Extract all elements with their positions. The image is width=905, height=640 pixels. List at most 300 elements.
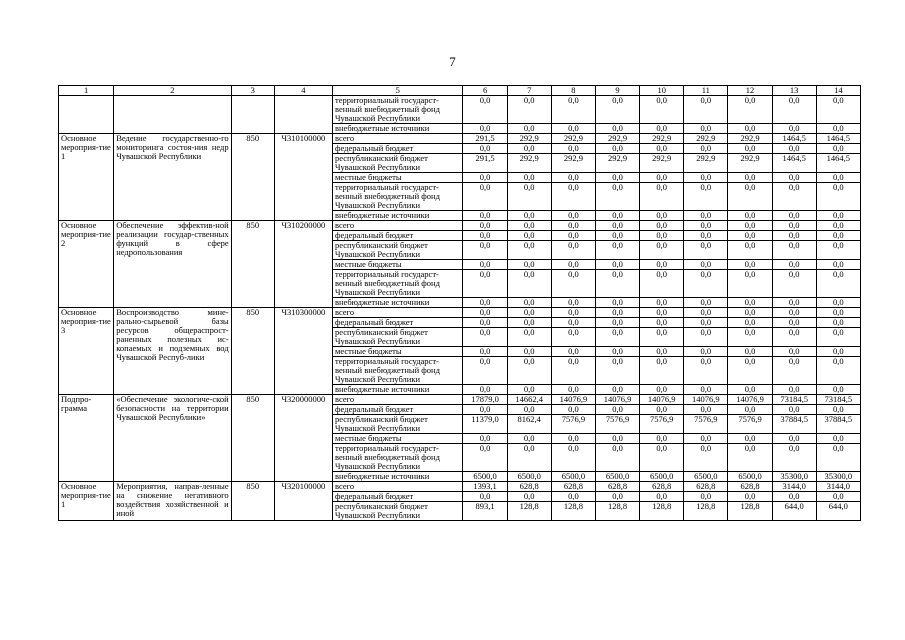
amount-cell: 644,0: [772, 502, 816, 521]
column-number-cell: 10: [640, 86, 684, 96]
amount-cell: 0,0: [507, 221, 551, 231]
amount-cell: 0,0: [772, 405, 816, 415]
funding-source-cell: внебюджетные источники: [333, 211, 463, 221]
amount-cell: 0,0: [816, 221, 860, 231]
column-number-cell: 6: [463, 86, 507, 96]
amount-cell: 0,0: [507, 270, 551, 298]
amount-cell: 0,0: [595, 492, 639, 502]
amount-cell: 73184,5: [772, 395, 816, 405]
amount-cell: 0,0: [728, 434, 772, 444]
amount-cell: 0,0: [728, 347, 772, 357]
amount-cell: 0,0: [507, 434, 551, 444]
amount-cell: 0,0: [816, 124, 860, 134]
classification-code-cell: [274, 96, 332, 134]
amount-cell: 6500,0: [684, 472, 728, 482]
amount-cell: 14076,9: [684, 395, 728, 405]
amount-cell: 0,0: [507, 124, 551, 134]
amount-cell: 0,0: [816, 385, 860, 395]
amount-cell: 0,0: [507, 444, 551, 472]
funding-source-cell: территориальный государст-венный внебюджетный фонд Чувашской Республики: [333, 444, 463, 472]
item-name-cell: Мероприятия, направ-ленные на снижение негативного воздействия хозяйственной и иной: [114, 482, 231, 521]
page-number: 7: [449, 54, 456, 69]
amount-cell: 6500,0: [728, 472, 772, 482]
amount-cell: 0,0: [507, 241, 551, 260]
amount-cell: 0,0: [640, 385, 684, 395]
amount-cell: 0,0: [772, 444, 816, 472]
amount-cell: 7576,9: [640, 415, 684, 434]
amount-cell: 128,8: [507, 502, 551, 521]
amount-cell: 0,0: [728, 144, 772, 154]
amount-cell: 0,0: [772, 260, 816, 270]
funding-source-cell: внебюджетные источники: [333, 472, 463, 482]
amount-cell: 0,0: [463, 144, 507, 154]
item-name-cell: Ведение государственно-го мониторинга состоя-ния недр Чувашской Республики: [114, 134, 231, 221]
funding-source-cell: всего: [333, 308, 463, 318]
amount-cell: 128,8: [684, 502, 728, 521]
amount-cell: 291,5: [463, 154, 507, 173]
amount-cell: 0,0: [640, 260, 684, 270]
amount-cell: 0,0: [551, 357, 595, 385]
amount-cell: 0,0: [684, 347, 728, 357]
amount-cell: 0,0: [772, 434, 816, 444]
column-number-row: [59, 86, 861, 96]
amount-cell: 0,0: [640, 347, 684, 357]
amount-cell: 11379,0: [463, 415, 507, 434]
amount-cell: 0,0: [640, 96, 684, 124]
amount-cell: 0,0: [463, 357, 507, 385]
amount-cell: 7576,9: [595, 415, 639, 434]
item-type-cell: Основное мероприя-тие 3: [59, 308, 114, 395]
item-name-cell: [114, 96, 231, 134]
amount-cell: 292,9: [684, 154, 728, 173]
amount-cell: 3144,0: [816, 482, 860, 492]
amount-cell: 644,0: [816, 502, 860, 521]
amount-cell: 0,0: [772, 328, 816, 347]
amount-cell: 128,8: [728, 502, 772, 521]
amount-cell: 14076,9: [728, 395, 772, 405]
column-number-cell: 14: [816, 86, 860, 96]
amount-cell: 0,0: [684, 492, 728, 502]
amount-cell: 0,0: [684, 221, 728, 231]
amount-cell: 35300,0: [772, 472, 816, 482]
amount-cell: 0,0: [816, 260, 860, 270]
amount-cell: 0,0: [640, 298, 684, 308]
amount-cell: 292,9: [507, 134, 551, 144]
amount-cell: 0,0: [595, 221, 639, 231]
amount-cell: 292,9: [728, 154, 772, 173]
amount-cell: 0,0: [728, 96, 772, 124]
amount-cell: 0,0: [816, 328, 860, 347]
amount-cell: 14076,9: [640, 395, 684, 405]
amount-cell: 0,0: [772, 357, 816, 385]
item-name-cell: «Обеспечение экологиче-ской безопасности на территории Чувашской Республики»: [114, 395, 231, 482]
amount-cell: 628,8: [551, 482, 595, 492]
amount-cell: 0,0: [772, 221, 816, 231]
amount-cell: 0,0: [684, 183, 728, 211]
amount-cell: 0,0: [728, 318, 772, 328]
code-cell: 850: [231, 395, 274, 482]
amount-cell: 0,0: [551, 492, 595, 502]
amount-cell: 0,0: [640, 144, 684, 154]
amount-cell: 0,0: [507, 308, 551, 318]
amount-cell: 0,0: [551, 96, 595, 124]
funding-source-cell: федеральный бюджет: [333, 318, 463, 328]
item-type-cell: Основное мероприя-тие 1: [59, 134, 114, 221]
amount-cell: 6500,0: [463, 472, 507, 482]
funding-source-cell: республиканский бюджет Чувашской Республики: [333, 328, 463, 347]
amount-cell: 0,0: [507, 211, 551, 221]
amount-cell: 0,0: [684, 357, 728, 385]
amount-cell: 0,0: [595, 444, 639, 472]
funding-source-cell: республиканский бюджет Чувашской Республики: [333, 241, 463, 260]
classification-code-cell: Ч310100000: [274, 134, 332, 221]
amount-cell: 0,0: [463, 347, 507, 357]
amount-cell: 0,0: [507, 173, 551, 183]
amount-cell: 0,0: [728, 231, 772, 241]
table-row: [59, 96, 861, 124]
amount-cell: 0,0: [684, 241, 728, 260]
amount-cell: 0,0: [595, 308, 639, 318]
funding-source-cell: всего: [333, 395, 463, 405]
amount-cell: 1464,5: [816, 154, 860, 173]
amount-cell: 0,0: [728, 405, 772, 415]
amount-cell: 0,0: [463, 385, 507, 395]
amount-cell: 292,9: [595, 134, 639, 144]
amount-cell: 0,0: [595, 260, 639, 270]
amount-cell: 0,0: [728, 241, 772, 260]
amount-cell: 0,0: [507, 96, 551, 124]
funding-source-cell: всего: [333, 482, 463, 492]
amount-cell: 0,0: [551, 231, 595, 241]
amount-cell: 0,0: [507, 260, 551, 270]
amount-cell: 292,9: [640, 154, 684, 173]
amount-cell: 0,0: [640, 173, 684, 183]
amount-cell: 0,0: [772, 124, 816, 134]
amount-cell: 0,0: [728, 221, 772, 231]
amount-cell: 0,0: [507, 492, 551, 502]
amount-cell: 0,0: [507, 385, 551, 395]
amount-cell: 0,0: [816, 492, 860, 502]
amount-cell: 0,0: [463, 183, 507, 211]
amount-cell: 0,0: [816, 96, 860, 124]
funding-source-cell: республиканский бюджет Чувашской Республики: [333, 154, 463, 173]
column-number-cell: 1: [59, 86, 114, 96]
amount-cell: 0,0: [507, 328, 551, 347]
table-body: [59, 86, 861, 521]
amount-cell: 1464,5: [816, 134, 860, 144]
amount-cell: 0,0: [772, 144, 816, 154]
amount-cell: 0,0: [507, 405, 551, 415]
amount-cell: 0,0: [595, 298, 639, 308]
amount-cell: 0,0: [772, 173, 816, 183]
item-name-cell: Воспроизводство мине-рально-сырьевой базы ресурсов общераспрост-раненных полезных ис-копаемых и подземных вод Чувашской Респуб-лики: [114, 308, 231, 395]
amount-cell: 0,0: [728, 357, 772, 385]
item-type-cell: [59, 96, 114, 134]
amount-cell: 0,0: [640, 270, 684, 298]
amount-cell: 0,0: [463, 405, 507, 415]
amount-cell: 0,0: [816, 144, 860, 154]
amount-cell: 128,8: [640, 502, 684, 521]
amount-cell: 0,0: [595, 347, 639, 357]
amount-cell: 8162,4: [507, 415, 551, 434]
amount-cell: 0,0: [595, 144, 639, 154]
funding-source-cell: территориальный государст-венный внебюджетный фонд Чувашской Республики: [333, 96, 463, 124]
funding-source-cell: местные бюджеты: [333, 347, 463, 357]
amount-cell: 0,0: [463, 124, 507, 134]
amount-cell: 0,0: [684, 173, 728, 183]
amount-cell: 0,0: [507, 347, 551, 357]
funding-source-cell: всего: [333, 134, 463, 144]
amount-cell: 0,0: [728, 308, 772, 318]
code-cell: 850: [231, 482, 274, 521]
amount-cell: 0,0: [816, 405, 860, 415]
amount-cell: 0,0: [551, 298, 595, 308]
amount-cell: 0,0: [595, 328, 639, 347]
column-number-cell: 2: [114, 86, 231, 96]
amount-cell: 0,0: [640, 444, 684, 472]
amount-cell: 0,0: [772, 211, 816, 221]
amount-cell: 0,0: [595, 385, 639, 395]
amount-cell: 0,0: [772, 183, 816, 211]
amount-cell: 1393,1: [463, 482, 507, 492]
amount-cell: 0,0: [595, 173, 639, 183]
amount-cell: 628,8: [728, 482, 772, 492]
amount-cell: 0,0: [551, 183, 595, 211]
item-type-cell: Подпро-грамма: [59, 395, 114, 482]
amount-cell: 128,8: [595, 502, 639, 521]
amount-cell: 628,8: [595, 482, 639, 492]
table-row: [59, 308, 861, 318]
table-row: [59, 221, 861, 231]
column-number-cell: 12: [728, 86, 772, 96]
amount-cell: 0,0: [595, 241, 639, 260]
amount-cell: 0,0: [551, 270, 595, 298]
amount-cell: 0,0: [728, 211, 772, 221]
amount-cell: 0,0: [728, 328, 772, 347]
amount-cell: 0,0: [816, 444, 860, 472]
classification-code-cell: Ч310200000: [274, 221, 332, 308]
amount-cell: 292,9: [640, 134, 684, 144]
amount-cell: 0,0: [816, 241, 860, 260]
amount-cell: 0,0: [640, 231, 684, 241]
amount-cell: 0,0: [463, 328, 507, 347]
amount-cell: 0,0: [772, 347, 816, 357]
amount-cell: 292,9: [595, 154, 639, 173]
amount-cell: 0,0: [595, 231, 639, 241]
amount-cell: 0,0: [684, 231, 728, 241]
amount-cell: 35300,0: [816, 472, 860, 482]
classification-code-cell: Ч310300000: [274, 308, 332, 395]
amount-cell: 0,0: [816, 318, 860, 328]
amount-cell: 0,0: [728, 124, 772, 134]
budget-table: [58, 85, 861, 521]
amount-cell: 893,1: [463, 502, 507, 521]
item-name-cell: Обеспечение эффектив-ной реализации государ-ственных функций в сфере недропользования: [114, 221, 231, 308]
amount-cell: 0,0: [772, 318, 816, 328]
funding-source-cell: федеральный бюджет: [333, 231, 463, 241]
amount-cell: 0,0: [551, 308, 595, 318]
amount-cell: 0,0: [595, 318, 639, 328]
amount-cell: 0,0: [816, 434, 860, 444]
column-number-cell: 7: [507, 86, 551, 96]
amount-cell: 0,0: [816, 173, 860, 183]
amount-cell: 0,0: [551, 444, 595, 472]
amount-cell: 0,0: [551, 241, 595, 260]
funding-source-cell: территориальный государст-венный внебюджетный фонд Чувашской Республики: [333, 270, 463, 298]
amount-cell: 0,0: [684, 405, 728, 415]
item-type-cell: Основное мероприя-тие 2: [59, 221, 114, 308]
amount-cell: 292,9: [507, 154, 551, 173]
amount-cell: 0,0: [463, 231, 507, 241]
amount-cell: 7576,9: [728, 415, 772, 434]
amount-cell: 0,0: [640, 434, 684, 444]
amount-cell: 0,0: [640, 183, 684, 211]
amount-cell: 292,9: [551, 134, 595, 144]
column-number-cell: 11: [684, 86, 728, 96]
amount-cell: 0,0: [595, 357, 639, 385]
amount-cell: 14076,9: [595, 395, 639, 405]
code-cell: 850: [231, 308, 274, 395]
column-number-cell: 3: [231, 86, 274, 96]
amount-cell: 292,9: [551, 154, 595, 173]
classification-code-cell: Ч320000000: [274, 395, 332, 482]
amount-cell: 0,0: [463, 221, 507, 231]
amount-cell: 0,0: [728, 385, 772, 395]
item-type-cell: Основное мероприя-тие 1: [59, 482, 114, 521]
amount-cell: 0,0: [551, 385, 595, 395]
amount-cell: 0,0: [463, 298, 507, 308]
amount-cell: 0,0: [595, 183, 639, 211]
amount-cell: 0,0: [684, 144, 728, 154]
code-cell: [231, 96, 274, 134]
amount-cell: 0,0: [551, 173, 595, 183]
amount-cell: 0,0: [551, 328, 595, 347]
amount-cell: 0,0: [816, 211, 860, 221]
amount-cell: 0,0: [463, 96, 507, 124]
amount-cell: 0,0: [684, 385, 728, 395]
amount-cell: 0,0: [551, 211, 595, 221]
amount-cell: 0,0: [772, 298, 816, 308]
amount-cell: 628,8: [640, 482, 684, 492]
amount-cell: 1464,5: [772, 134, 816, 144]
amount-cell: 628,8: [507, 482, 551, 492]
amount-cell: 0,0: [684, 434, 728, 444]
amount-cell: 292,9: [684, 134, 728, 144]
amount-cell: 0,0: [463, 318, 507, 328]
amount-cell: 0,0: [463, 270, 507, 298]
funding-source-cell: республиканский бюджет Чувашской Республики: [333, 415, 463, 434]
amount-cell: 0,0: [684, 328, 728, 347]
amount-cell: 0,0: [816, 308, 860, 318]
amount-cell: 0,0: [551, 144, 595, 154]
amount-cell: 0,0: [507, 183, 551, 211]
amount-cell: 0,0: [463, 241, 507, 260]
amount-cell: 14662,4: [507, 395, 551, 405]
amount-cell: 0,0: [684, 211, 728, 221]
amount-cell: 0,0: [595, 434, 639, 444]
amount-cell: 0,0: [816, 357, 860, 385]
amount-cell: 0,0: [507, 298, 551, 308]
amount-cell: 6500,0: [640, 472, 684, 482]
column-number-cell: 8: [551, 86, 595, 96]
amount-cell: 0,0: [684, 444, 728, 472]
amount-cell: 6500,0: [595, 472, 639, 482]
amount-cell: 73184,5: [816, 395, 860, 405]
amount-cell: 0,0: [728, 173, 772, 183]
amount-cell: 37884,5: [772, 415, 816, 434]
amount-cell: 0,0: [595, 270, 639, 298]
amount-cell: 0,0: [816, 347, 860, 357]
funding-source-cell: территориальный государст-венный внебюджетный фонд Чувашской Республики: [333, 183, 463, 211]
amount-cell: 0,0: [551, 318, 595, 328]
funding-source-cell: местные бюджеты: [333, 173, 463, 183]
amount-cell: 0,0: [507, 231, 551, 241]
amount-cell: 0,0: [772, 308, 816, 318]
column-number-cell: 5: [333, 86, 463, 96]
amount-cell: 0,0: [640, 357, 684, 385]
amount-cell: 0,0: [463, 211, 507, 221]
amount-cell: 0,0: [640, 211, 684, 221]
amount-cell: 0,0: [816, 298, 860, 308]
amount-cell: 0,0: [640, 328, 684, 347]
amount-cell: 0,0: [595, 211, 639, 221]
amount-cell: 0,0: [728, 444, 772, 472]
amount-cell: 0,0: [772, 231, 816, 241]
classification-code-cell: Ч320100000: [274, 482, 332, 521]
amount-cell: 0,0: [640, 318, 684, 328]
amount-cell: 0,0: [463, 492, 507, 502]
amount-cell: 0,0: [551, 347, 595, 357]
amount-cell: 37884,5: [816, 415, 860, 434]
amount-cell: 7576,9: [684, 415, 728, 434]
funding-source-cell: федеральный бюджет: [333, 492, 463, 502]
amount-cell: 0,0: [728, 298, 772, 308]
amount-cell: 0,0: [640, 124, 684, 134]
amount-cell: 0,0: [507, 144, 551, 154]
amount-cell: 0,0: [684, 298, 728, 308]
amount-cell: 0,0: [728, 492, 772, 502]
column-number-cell: 4: [274, 86, 332, 96]
amount-cell: 14076,9: [551, 395, 595, 405]
amount-cell: 0,0: [816, 270, 860, 298]
amount-cell: 0,0: [463, 434, 507, 444]
code-cell: 850: [231, 221, 274, 308]
amount-cell: 0,0: [684, 308, 728, 318]
amount-cell: 0,0: [595, 124, 639, 134]
funding-source-cell: внебюджетные источники: [333, 124, 463, 134]
amount-cell: 0,0: [463, 444, 507, 472]
funding-source-cell: федеральный бюджет: [333, 144, 463, 154]
amount-cell: 628,8: [684, 482, 728, 492]
amount-cell: 0,0: [772, 270, 816, 298]
amount-cell: 17879,0: [463, 395, 507, 405]
amount-cell: 0,0: [463, 260, 507, 270]
table-row: [59, 482, 861, 492]
code-cell: 850: [231, 134, 274, 221]
amount-cell: 0,0: [507, 357, 551, 385]
funding-source-cell: всего: [333, 221, 463, 231]
amount-cell: 0,0: [772, 96, 816, 124]
amount-cell: 6500,0: [507, 472, 551, 482]
funding-source-cell: внебюджетные источники: [333, 298, 463, 308]
amount-cell: 0,0: [772, 241, 816, 260]
amount-cell: 0,0: [684, 96, 728, 124]
amount-cell: 0,0: [640, 308, 684, 318]
funding-source-cell: республиканский бюджет Чувашской Республики: [333, 502, 463, 521]
amount-cell: 0,0: [684, 124, 728, 134]
column-number-cell: 9: [595, 86, 639, 96]
amount-cell: 0,0: [816, 231, 860, 241]
